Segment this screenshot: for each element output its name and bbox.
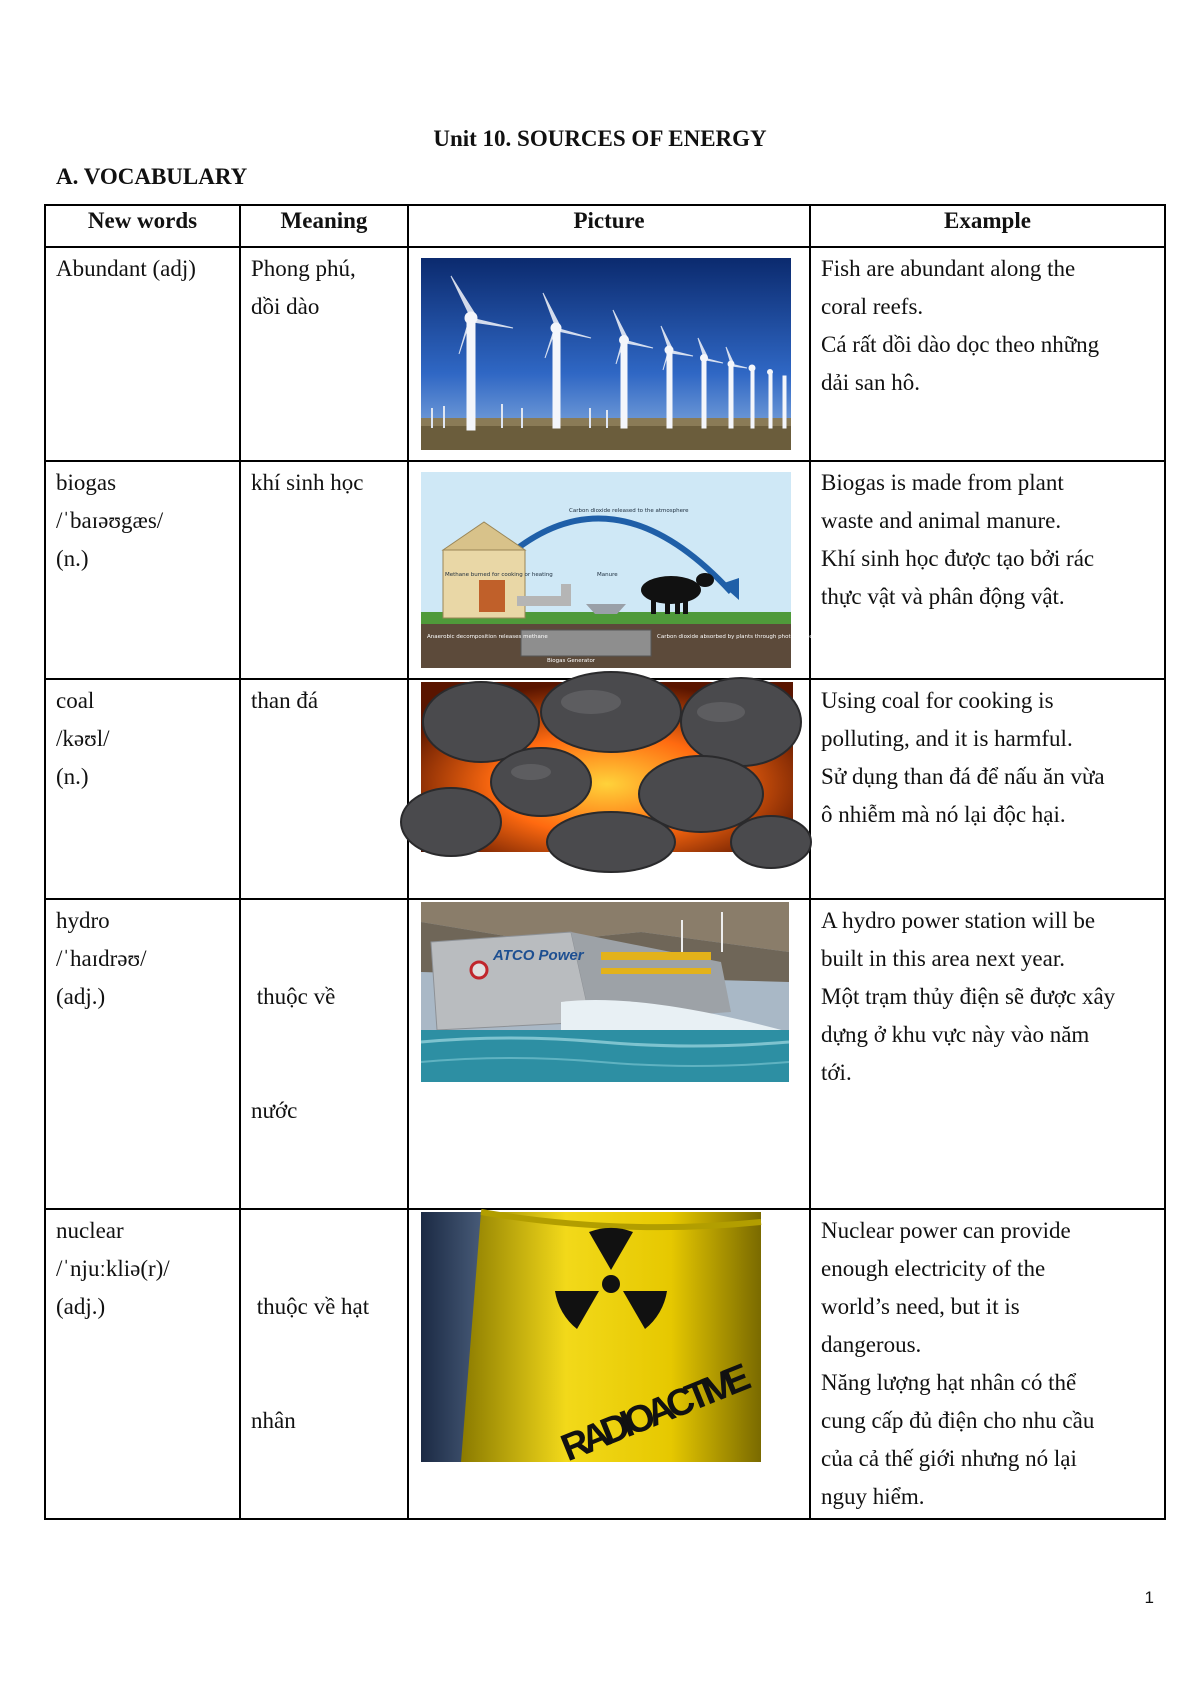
example-text: dangerous.	[821, 1332, 922, 1357]
header-picture: Picture	[408, 205, 810, 247]
example-text: ô nhiễm mà nó lại độc hại.	[821, 802, 1066, 827]
meaning-text: Phong phú,	[251, 256, 356, 281]
word-text: Abundant (adj)	[56, 256, 196, 281]
example-text: cung cấp đủ điện cho nhu cầu	[821, 1408, 1095, 1433]
diagram-label: Biogas Generator	[547, 658, 596, 664]
example-text: dải san hô.	[821, 370, 921, 395]
example-text: Sử dụng than đá để nấu ăn vừa	[821, 764, 1105, 789]
header-new-words: New words	[45, 205, 240, 247]
diagram-label: Carbon dioxide absorbed by plants through photosynthesis	[657, 634, 820, 640]
diagram-label: Anaerobic decomposition releases methane	[427, 634, 548, 640]
meaning-text: nước	[251, 1098, 298, 1123]
example-text: Fish are abundant along the	[821, 256, 1076, 281]
meaning-cell	[240, 247, 408, 461]
word-text: (n.)	[56, 764, 89, 789]
word-text: /ˈnjuːkliə(r)/	[56, 1256, 170, 1281]
word-text: /ˈhaɪdrəʊ/	[56, 946, 147, 971]
vocabulary-table	[44, 204, 1166, 1520]
meaning-text: thuộc về	[251, 984, 336, 1009]
example-cell	[810, 1209, 1165, 1519]
word-text: (n.)	[56, 546, 89, 571]
diagram-label: Methane burned for cooking or heating	[445, 572, 553, 578]
word-text: coal	[56, 688, 95, 713]
example-text: nguy hiểm.	[821, 1484, 925, 1509]
example-text: waste and animal manure.	[821, 508, 1062, 533]
example-cell	[810, 679, 1165, 899]
example-text: coral reefs.	[821, 294, 924, 319]
radioactive-barrel-image	[421, 1212, 761, 1470]
header-meaning: Meaning	[240, 205, 408, 247]
diagram-label: Manure	[597, 572, 618, 578]
meaning-cell	[240, 679, 408, 899]
word-text: biogas	[56, 470, 117, 495]
picture-cell	[408, 461, 820, 679]
page-number: 1	[1144, 1588, 1154, 1607]
word-cell	[45, 679, 240, 899]
picture-cell	[408, 679, 810, 899]
meaning-cell	[240, 461, 408, 679]
wind-turbines-image	[421, 258, 791, 450]
word-cell	[45, 461, 240, 679]
word-text: /kəʊl/	[56, 726, 110, 751]
header-example: Example	[810, 205, 1165, 247]
radioactive-label: RADIOACTIVE	[555, 1356, 757, 1470]
word-cell	[45, 899, 240, 1209]
burning-coal-image	[421, 682, 793, 852]
word-text: (adj.)	[56, 984, 106, 1009]
word-text: hydro	[56, 908, 110, 933]
station-logo-text: ATCO Power	[493, 947, 584, 964]
example-cell	[810, 247, 1165, 461]
example-text: Năng lượng hạt nhân có thể	[821, 1370, 1077, 1395]
table-header-row	[45, 205, 1165, 247]
table-row	[45, 247, 1165, 461]
word-text: nuclear	[56, 1218, 124, 1243]
section-heading: A. VOCABULARY	[56, 164, 248, 189]
meaning-text: dồi dào	[251, 294, 320, 319]
picture-cell	[408, 247, 810, 461]
picture-cell	[408, 1209, 810, 1519]
table-row	[45, 679, 1165, 899]
example-cell	[810, 461, 1165, 679]
table-row	[45, 1209, 1165, 1519]
example-text: dựng ở khu vực này vào năm	[821, 1022, 1090, 1047]
example-text: Biogas is made from plant	[821, 470, 1064, 495]
meaning-cell	[240, 1209, 408, 1519]
diagram-label: Carbon dioxide released to the atmosphere	[569, 508, 689, 514]
example-text: Một trạm thủy điện sẽ được xây	[821, 984, 1116, 1009]
picture-cell	[408, 899, 810, 1209]
example-text: thực vật và phân động vật.	[821, 584, 1065, 609]
example-text: của cả thế giới nhưng nó lại	[821, 1446, 1077, 1471]
word-cell	[45, 1209, 240, 1519]
biogas-diagram-image	[421, 472, 820, 668]
example-text: world’s need, but it is	[821, 1294, 1020, 1319]
example-text: Using coal for cooking is	[821, 688, 1054, 713]
page-title: Unit 10. SOURCES OF ENERGY	[433, 126, 767, 151]
meaning-text: thuộc về hạt	[251, 1294, 370, 1319]
example-text: built in this area next year.	[821, 946, 1065, 971]
example-text: A hydro power station will be	[821, 908, 1096, 933]
meaning-cell	[240, 899, 408, 1209]
example-text: Khí sinh học được tạo bởi rác	[821, 546, 1095, 571]
word-text: /ˈbaɪəʊgæs/	[56, 508, 164, 533]
example-text: Nuclear power can provide	[821, 1218, 1071, 1243]
table-row	[45, 899, 1165, 1209]
example-text: polluting, and it is harmful.	[821, 726, 1073, 751]
example-text: Cá rất dồi dào dọc theo những	[821, 332, 1100, 357]
example-text: tới.	[821, 1060, 852, 1085]
example-text: enough electricity of the	[821, 1256, 1046, 1281]
meaning-text: nhân	[251, 1408, 296, 1433]
example-cell	[810, 899, 1165, 1209]
meaning-text: khí sinh học	[251, 470, 364, 495]
word-text: (adj.)	[56, 1294, 106, 1319]
hydro-power-station-image	[421, 902, 789, 1082]
meaning-text: than đá	[251, 688, 319, 713]
table-row	[45, 461, 1165, 679]
word-cell	[45, 247, 240, 461]
